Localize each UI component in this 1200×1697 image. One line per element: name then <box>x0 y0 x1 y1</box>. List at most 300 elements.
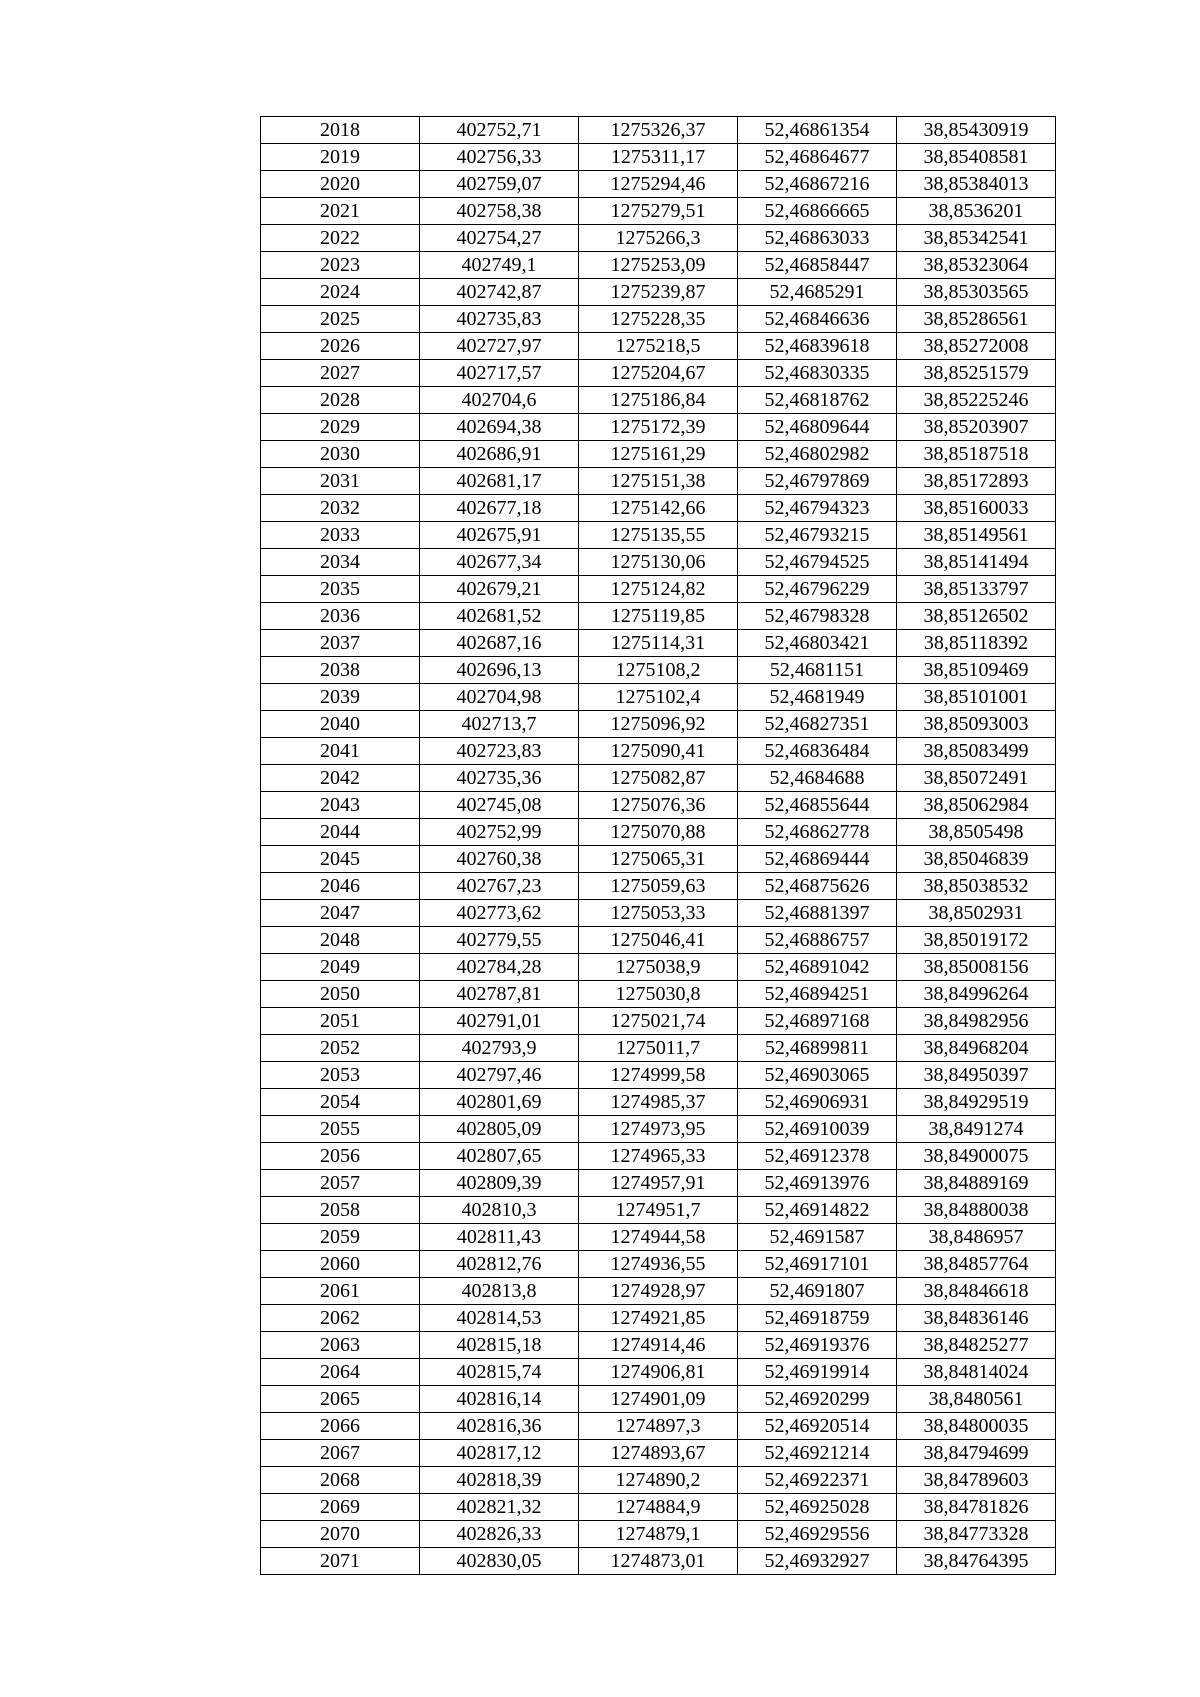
table-row <box>261 900 1056 927</box>
cell-longitude: 38,84929519 <box>897 1089 1056 1116</box>
cell-longitude: 38,84880038 <box>897 1197 1056 1224</box>
cell-point-number: 2031 <box>261 468 420 495</box>
cell-latitude: 52,46919376 <box>738 1332 897 1359</box>
table-row <box>261 306 1056 333</box>
cell-longitude: 38,85160033 <box>897 495 1056 522</box>
cell-coord-x: 402754,27 <box>420 225 579 252</box>
cell-point-number: 2038 <box>261 657 420 684</box>
table-row <box>261 711 1056 738</box>
cell-latitude: 52,46921214 <box>738 1440 897 1467</box>
cell-latitude: 52,46925028 <box>738 1494 897 1521</box>
table-row <box>261 603 1056 630</box>
cell-coord-y: 1275030,8 <box>579 981 738 1008</box>
table-row <box>261 117 1056 144</box>
cell-coord-y: 1275326,37 <box>579 117 738 144</box>
cell-longitude: 38,84900075 <box>897 1143 1056 1170</box>
cell-longitude: 38,85118392 <box>897 630 1056 657</box>
cell-coord-y: 1275090,41 <box>579 738 738 765</box>
cell-coord-x: 402759,07 <box>420 171 579 198</box>
cell-longitude: 38,85384013 <box>897 171 1056 198</box>
table-row <box>261 1170 1056 1197</box>
cell-coord-y: 1274890,2 <box>579 1467 738 1494</box>
cell-longitude: 38,85038532 <box>897 873 1056 900</box>
cell-coord-y: 1275046,41 <box>579 927 738 954</box>
cell-longitude: 38,85303565 <box>897 279 1056 306</box>
cell-longitude: 38,85072491 <box>897 765 1056 792</box>
cell-coord-x: 402773,62 <box>420 900 579 927</box>
cell-longitude: 38,85008156 <box>897 954 1056 981</box>
cell-coord-x: 402745,08 <box>420 792 579 819</box>
table-row <box>261 1521 1056 1548</box>
cell-latitude: 52,46794525 <box>738 549 897 576</box>
cell-coord-y: 1275130,06 <box>579 549 738 576</box>
cell-point-number: 2030 <box>261 441 420 468</box>
table-row <box>261 630 1056 657</box>
cell-point-number: 2070 <box>261 1521 420 1548</box>
cell-coord-x: 402752,99 <box>420 819 579 846</box>
cell-latitude: 52,46894251 <box>738 981 897 1008</box>
cell-latitude: 52,46866665 <box>738 198 897 225</box>
cell-latitude: 52,46881397 <box>738 900 897 927</box>
cell-point-number: 2056 <box>261 1143 420 1170</box>
cell-coord-x: 402812,76 <box>420 1251 579 1278</box>
cell-latitude: 52,4691807 <box>738 1278 897 1305</box>
cell-latitude: 52,46920514 <box>738 1413 897 1440</box>
cell-coord-x: 402807,65 <box>420 1143 579 1170</box>
cell-coord-x: 402816,14 <box>420 1386 579 1413</box>
cell-latitude: 52,46864677 <box>738 144 897 171</box>
cell-coord-y: 1275021,74 <box>579 1008 738 1035</box>
cell-point-number: 2054 <box>261 1089 420 1116</box>
cell-latitude: 52,46886757 <box>738 927 897 954</box>
cell-latitude: 52,46836484 <box>738 738 897 765</box>
cell-longitude: 38,85101001 <box>897 684 1056 711</box>
cell-longitude: 38,85172893 <box>897 468 1056 495</box>
cell-coord-y: 1274884,9 <box>579 1494 738 1521</box>
cell-longitude: 38,8491274 <box>897 1116 1056 1143</box>
cell-point-number: 2058 <box>261 1197 420 1224</box>
table-row <box>261 927 1056 954</box>
cell-longitude: 38,84789603 <box>897 1467 1056 1494</box>
cell-latitude: 52,46798328 <box>738 603 897 630</box>
cell-coord-x: 402723,83 <box>420 738 579 765</box>
cell-coord-x: 402811,43 <box>420 1224 579 1251</box>
cell-latitude: 52,46919914 <box>738 1359 897 1386</box>
cell-latitude: 52,46913976 <box>738 1170 897 1197</box>
cell-latitude: 52,46910039 <box>738 1116 897 1143</box>
table-row <box>261 576 1056 603</box>
table-row <box>261 765 1056 792</box>
cell-coord-x: 402815,74 <box>420 1359 579 1386</box>
cell-latitude: 52,46897168 <box>738 1008 897 1035</box>
table-row <box>261 1413 1056 1440</box>
table-row <box>261 1089 1056 1116</box>
table-row <box>261 144 1056 171</box>
cell-coord-x: 402791,01 <box>420 1008 579 1035</box>
cell-longitude: 38,85126502 <box>897 603 1056 630</box>
cell-longitude: 38,8505498 <box>897 819 1056 846</box>
cell-coord-x: 402679,21 <box>420 576 579 603</box>
cell-coord-y: 1274928,97 <box>579 1278 738 1305</box>
cell-point-number: 2044 <box>261 819 420 846</box>
cell-point-number: 2028 <box>261 387 420 414</box>
cell-longitude: 38,84982956 <box>897 1008 1056 1035</box>
table-row <box>261 252 1056 279</box>
cell-longitude: 38,85286561 <box>897 306 1056 333</box>
cell-point-number: 2029 <box>261 414 420 441</box>
cell-coord-x: 402675,91 <box>420 522 579 549</box>
table-row <box>261 1278 1056 1305</box>
cell-coord-y: 1274951,7 <box>579 1197 738 1224</box>
table-row <box>261 522 1056 549</box>
cell-coord-y: 1275011,7 <box>579 1035 738 1062</box>
cell-point-number: 2046 <box>261 873 420 900</box>
cell-point-number: 2071 <box>261 1548 420 1575</box>
cell-longitude: 38,84781826 <box>897 1494 1056 1521</box>
cell-point-number: 2018 <box>261 117 420 144</box>
cell-point-number: 2055 <box>261 1116 420 1143</box>
cell-point-number: 2041 <box>261 738 420 765</box>
cell-point-number: 2061 <box>261 1278 420 1305</box>
cell-coord-x: 402793,9 <box>420 1035 579 1062</box>
cell-latitude: 52,46830335 <box>738 360 897 387</box>
cell-longitude: 38,84836146 <box>897 1305 1056 1332</box>
cell-latitude: 52,46867216 <box>738 171 897 198</box>
cell-longitude: 38,84996264 <box>897 981 1056 1008</box>
cell-coord-y: 1275119,85 <box>579 603 738 630</box>
cell-latitude: 52,46863033 <box>738 225 897 252</box>
cell-point-number: 2069 <box>261 1494 420 1521</box>
cell-longitude: 38,84773328 <box>897 1521 1056 1548</box>
cell-longitude: 38,85083499 <box>897 738 1056 765</box>
cell-coord-y: 1275108,2 <box>579 657 738 684</box>
cell-point-number: 2026 <box>261 333 420 360</box>
cell-coord-y: 1274893,67 <box>579 1440 738 1467</box>
cell-latitude: 52,4681949 <box>738 684 897 711</box>
cell-longitude: 38,8502931 <box>897 900 1056 927</box>
table-row <box>261 387 1056 414</box>
table-row <box>261 1197 1056 1224</box>
cell-latitude: 52,46803421 <box>738 630 897 657</box>
cell-point-number: 2042 <box>261 765 420 792</box>
cell-coord-y: 1274873,01 <box>579 1548 738 1575</box>
cell-latitude: 52,46918759 <box>738 1305 897 1332</box>
cell-longitude: 38,85019172 <box>897 927 1056 954</box>
cell-coord-y: 1275218,5 <box>579 333 738 360</box>
cell-coord-y: 1275186,84 <box>579 387 738 414</box>
cell-coord-x: 402686,91 <box>420 441 579 468</box>
cell-point-number: 2019 <box>261 144 420 171</box>
cell-longitude: 38,84814024 <box>897 1359 1056 1386</box>
cell-coord-x: 402756,33 <box>420 144 579 171</box>
cell-longitude: 38,85046839 <box>897 846 1056 873</box>
cell-coord-y: 1275059,63 <box>579 873 738 900</box>
cell-coord-x: 402704,98 <box>420 684 579 711</box>
table-row <box>261 225 1056 252</box>
cell-coord-x: 402735,36 <box>420 765 579 792</box>
table-row <box>261 819 1056 846</box>
cell-coord-x: 402677,18 <box>420 495 579 522</box>
cell-coord-x: 402752,71 <box>420 117 579 144</box>
table-row <box>261 684 1056 711</box>
table-row <box>261 333 1056 360</box>
cell-latitude: 52,46802982 <box>738 441 897 468</box>
table-row <box>261 1386 1056 1413</box>
cell-coord-x: 402677,34 <box>420 549 579 576</box>
cell-coord-y: 1274897,3 <box>579 1413 738 1440</box>
cell-point-number: 2060 <box>261 1251 420 1278</box>
cell-longitude: 38,84794699 <box>897 1440 1056 1467</box>
cell-coord-y: 1274985,37 <box>579 1089 738 1116</box>
table-row <box>261 1548 1056 1575</box>
cell-latitude: 52,4684688 <box>738 765 897 792</box>
cell-longitude: 38,85187518 <box>897 441 1056 468</box>
cell-latitude: 52,46862778 <box>738 819 897 846</box>
cell-point-number: 2035 <box>261 576 420 603</box>
table-row <box>261 1494 1056 1521</box>
cell-coord-y: 1275311,17 <box>579 144 738 171</box>
cell-coord-x: 402801,69 <box>420 1089 579 1116</box>
cell-latitude: 52,46929556 <box>738 1521 897 1548</box>
cell-point-number: 2052 <box>261 1035 420 1062</box>
cell-coord-y: 1275239,87 <box>579 279 738 306</box>
cell-point-number: 2023 <box>261 252 420 279</box>
cell-longitude: 38,8480561 <box>897 1386 1056 1413</box>
cell-point-number: 2027 <box>261 360 420 387</box>
table-row <box>261 1143 1056 1170</box>
cell-latitude: 52,46794323 <box>738 495 897 522</box>
cell-point-number: 2059 <box>261 1224 420 1251</box>
cell-point-number: 2039 <box>261 684 420 711</box>
cell-point-number: 2036 <box>261 603 420 630</box>
cell-longitude: 38,84846618 <box>897 1278 1056 1305</box>
cell-coord-x: 402816,36 <box>420 1413 579 1440</box>
table-row <box>261 1224 1056 1251</box>
table-row <box>261 279 1056 306</box>
cell-coord-y: 1274965,33 <box>579 1143 738 1170</box>
cell-coord-y: 1275082,87 <box>579 765 738 792</box>
cell-latitude: 52,46891042 <box>738 954 897 981</box>
cell-latitude: 52,46809644 <box>738 414 897 441</box>
cell-longitude: 38,85203907 <box>897 414 1056 441</box>
cell-coord-y: 1275161,29 <box>579 441 738 468</box>
cell-coord-x: 402813,8 <box>420 1278 579 1305</box>
cell-point-number: 2037 <box>261 630 420 657</box>
cell-coord-x: 402787,81 <box>420 981 579 1008</box>
cell-longitude: 38,85323064 <box>897 252 1056 279</box>
cell-latitude: 52,46920299 <box>738 1386 897 1413</box>
cell-point-number: 2066 <box>261 1413 420 1440</box>
cell-coord-y: 1274879,1 <box>579 1521 738 1548</box>
cell-coord-x: 402681,52 <box>420 603 579 630</box>
cell-latitude: 52,46793215 <box>738 522 897 549</box>
cell-coord-y: 1274973,95 <box>579 1116 738 1143</box>
cell-latitude: 52,46846636 <box>738 306 897 333</box>
cell-point-number: 2045 <box>261 846 420 873</box>
cell-coord-y: 1274901,09 <box>579 1386 738 1413</box>
cell-coord-y: 1274999,58 <box>579 1062 738 1089</box>
cell-latitude: 52,46796229 <box>738 576 897 603</box>
cell-longitude: 38,85149561 <box>897 522 1056 549</box>
cell-coord-y: 1274936,55 <box>579 1251 738 1278</box>
cell-coord-x: 402767,23 <box>420 873 579 900</box>
table-row <box>261 495 1056 522</box>
cell-coord-x: 402779,55 <box>420 927 579 954</box>
cell-coord-x: 402727,97 <box>420 333 579 360</box>
cell-coord-y: 1275096,92 <box>579 711 738 738</box>
cell-coord-y: 1275142,66 <box>579 495 738 522</box>
table-row <box>261 981 1056 1008</box>
cell-longitude: 38,85093003 <box>897 711 1056 738</box>
table-row <box>261 1035 1056 1062</box>
cell-longitude: 38,84764395 <box>897 1548 1056 1575</box>
cell-coord-y: 1275076,36 <box>579 792 738 819</box>
cell-latitude: 52,46855644 <box>738 792 897 819</box>
cell-latitude: 52,46912378 <box>738 1143 897 1170</box>
cell-coord-x: 402681,17 <box>420 468 579 495</box>
cell-latitude: 52,4691587 <box>738 1224 897 1251</box>
cell-coord-y: 1275114,31 <box>579 630 738 657</box>
cell-longitude: 38,84968204 <box>897 1035 1056 1062</box>
cell-point-number: 2043 <box>261 792 420 819</box>
cell-coord-x: 402830,05 <box>420 1548 579 1575</box>
cell-latitude: 52,46903065 <box>738 1062 897 1089</box>
cell-point-number: 2063 <box>261 1332 420 1359</box>
cell-latitude: 52,46818762 <box>738 387 897 414</box>
cell-coord-y: 1275053,33 <box>579 900 738 927</box>
cell-longitude: 38,8486957 <box>897 1224 1056 1251</box>
table-row <box>261 360 1056 387</box>
cell-point-number: 2068 <box>261 1467 420 1494</box>
cell-coord-y: 1275065,31 <box>579 846 738 873</box>
cell-point-number: 2024 <box>261 279 420 306</box>
table-row <box>261 1251 1056 1278</box>
cell-coord-x: 402735,83 <box>420 306 579 333</box>
cell-latitude: 52,46932927 <box>738 1548 897 1575</box>
cell-point-number: 2065 <box>261 1386 420 1413</box>
cell-latitude: 52,46906931 <box>738 1089 897 1116</box>
cell-coord-x: 402818,39 <box>420 1467 579 1494</box>
cell-point-number: 2053 <box>261 1062 420 1089</box>
cell-point-number: 2033 <box>261 522 420 549</box>
cell-coord-y: 1274944,58 <box>579 1224 738 1251</box>
cell-longitude: 38,84950397 <box>897 1062 1056 1089</box>
cell-point-number: 2040 <box>261 711 420 738</box>
cell-longitude: 38,85133797 <box>897 576 1056 603</box>
table-row <box>261 792 1056 819</box>
cell-coord-y: 1275204,67 <box>579 360 738 387</box>
table-row <box>261 198 1056 225</box>
table-row <box>261 1062 1056 1089</box>
cell-coord-x: 402749,1 <box>420 252 579 279</box>
cell-coord-y: 1274921,85 <box>579 1305 738 1332</box>
cell-coord-x: 402817,12 <box>420 1440 579 1467</box>
coordinates-table <box>260 116 1056 1575</box>
cell-point-number: 2051 <box>261 1008 420 1035</box>
cell-latitude: 52,4685291 <box>738 279 897 306</box>
table-row <box>261 171 1056 198</box>
cell-longitude: 38,85251579 <box>897 360 1056 387</box>
cell-longitude: 38,84825277 <box>897 1332 1056 1359</box>
cell-latitude: 52,46827351 <box>738 711 897 738</box>
table-row <box>261 846 1056 873</box>
cell-point-number: 2049 <box>261 954 420 981</box>
cell-latitude: 52,46875626 <box>738 873 897 900</box>
table-row <box>261 1467 1056 1494</box>
cell-coord-y: 1275124,82 <box>579 576 738 603</box>
table-body <box>261 117 1056 1575</box>
cell-latitude: 52,46917101 <box>738 1251 897 1278</box>
cell-coord-y: 1275253,09 <box>579 252 738 279</box>
table-row <box>261 468 1056 495</box>
cell-coord-y: 1275102,4 <box>579 684 738 711</box>
cell-point-number: 2050 <box>261 981 420 1008</box>
cell-coord-y: 1274914,46 <box>579 1332 738 1359</box>
cell-coord-x: 402704,6 <box>420 387 579 414</box>
table-row <box>261 954 1056 981</box>
cell-longitude: 38,85141494 <box>897 549 1056 576</box>
cell-latitude: 52,46914822 <box>738 1197 897 1224</box>
cell-point-number: 2021 <box>261 198 420 225</box>
cell-point-number: 2047 <box>261 900 420 927</box>
cell-coord-x: 402760,38 <box>420 846 579 873</box>
cell-coord-x: 402694,38 <box>420 414 579 441</box>
cell-point-number: 2064 <box>261 1359 420 1386</box>
cell-point-number: 2057 <box>261 1170 420 1197</box>
cell-longitude: 38,84889169 <box>897 1170 1056 1197</box>
table-row <box>261 1008 1056 1035</box>
cell-coord-x: 402810,3 <box>420 1197 579 1224</box>
cell-point-number: 2020 <box>261 171 420 198</box>
cell-coord-x: 402758,38 <box>420 198 579 225</box>
cell-coord-x: 402696,13 <box>420 657 579 684</box>
cell-point-number: 2025 <box>261 306 420 333</box>
cell-coord-x: 402687,16 <box>420 630 579 657</box>
table-row <box>261 1116 1056 1143</box>
cell-longitude: 38,85225246 <box>897 387 1056 414</box>
cell-longitude: 38,85408581 <box>897 144 1056 171</box>
cell-latitude: 52,46839618 <box>738 333 897 360</box>
table-row <box>261 1332 1056 1359</box>
table-row <box>261 414 1056 441</box>
cell-longitude: 38,85109469 <box>897 657 1056 684</box>
cell-point-number: 2048 <box>261 927 420 954</box>
cell-coord-y: 1274957,91 <box>579 1170 738 1197</box>
cell-latitude: 52,4681151 <box>738 657 897 684</box>
cell-longitude: 38,85430919 <box>897 117 1056 144</box>
cell-coord-y: 1275294,46 <box>579 171 738 198</box>
cell-coord-x: 402814,53 <box>420 1305 579 1332</box>
cell-coord-y: 1275172,39 <box>579 414 738 441</box>
cell-coord-x: 402826,33 <box>420 1521 579 1548</box>
cell-coord-x: 402821,32 <box>420 1494 579 1521</box>
cell-longitude: 38,85062984 <box>897 792 1056 819</box>
cell-coord-x: 402809,39 <box>420 1170 579 1197</box>
cell-coord-y: 1275070,88 <box>579 819 738 846</box>
cell-coord-y: 1275228,35 <box>579 306 738 333</box>
cell-longitude: 38,85342541 <box>897 225 1056 252</box>
cell-longitude: 38,85272008 <box>897 333 1056 360</box>
cell-latitude: 52,46797869 <box>738 468 897 495</box>
cell-longitude: 38,84857764 <box>897 1251 1056 1278</box>
table-row <box>261 657 1056 684</box>
table-row <box>261 873 1056 900</box>
cell-longitude: 38,8536201 <box>897 198 1056 225</box>
table-row <box>261 1440 1056 1467</box>
cell-coord-x: 402797,46 <box>420 1062 579 1089</box>
cell-coord-x: 402717,57 <box>420 360 579 387</box>
cell-coord-y: 1275279,51 <box>579 198 738 225</box>
